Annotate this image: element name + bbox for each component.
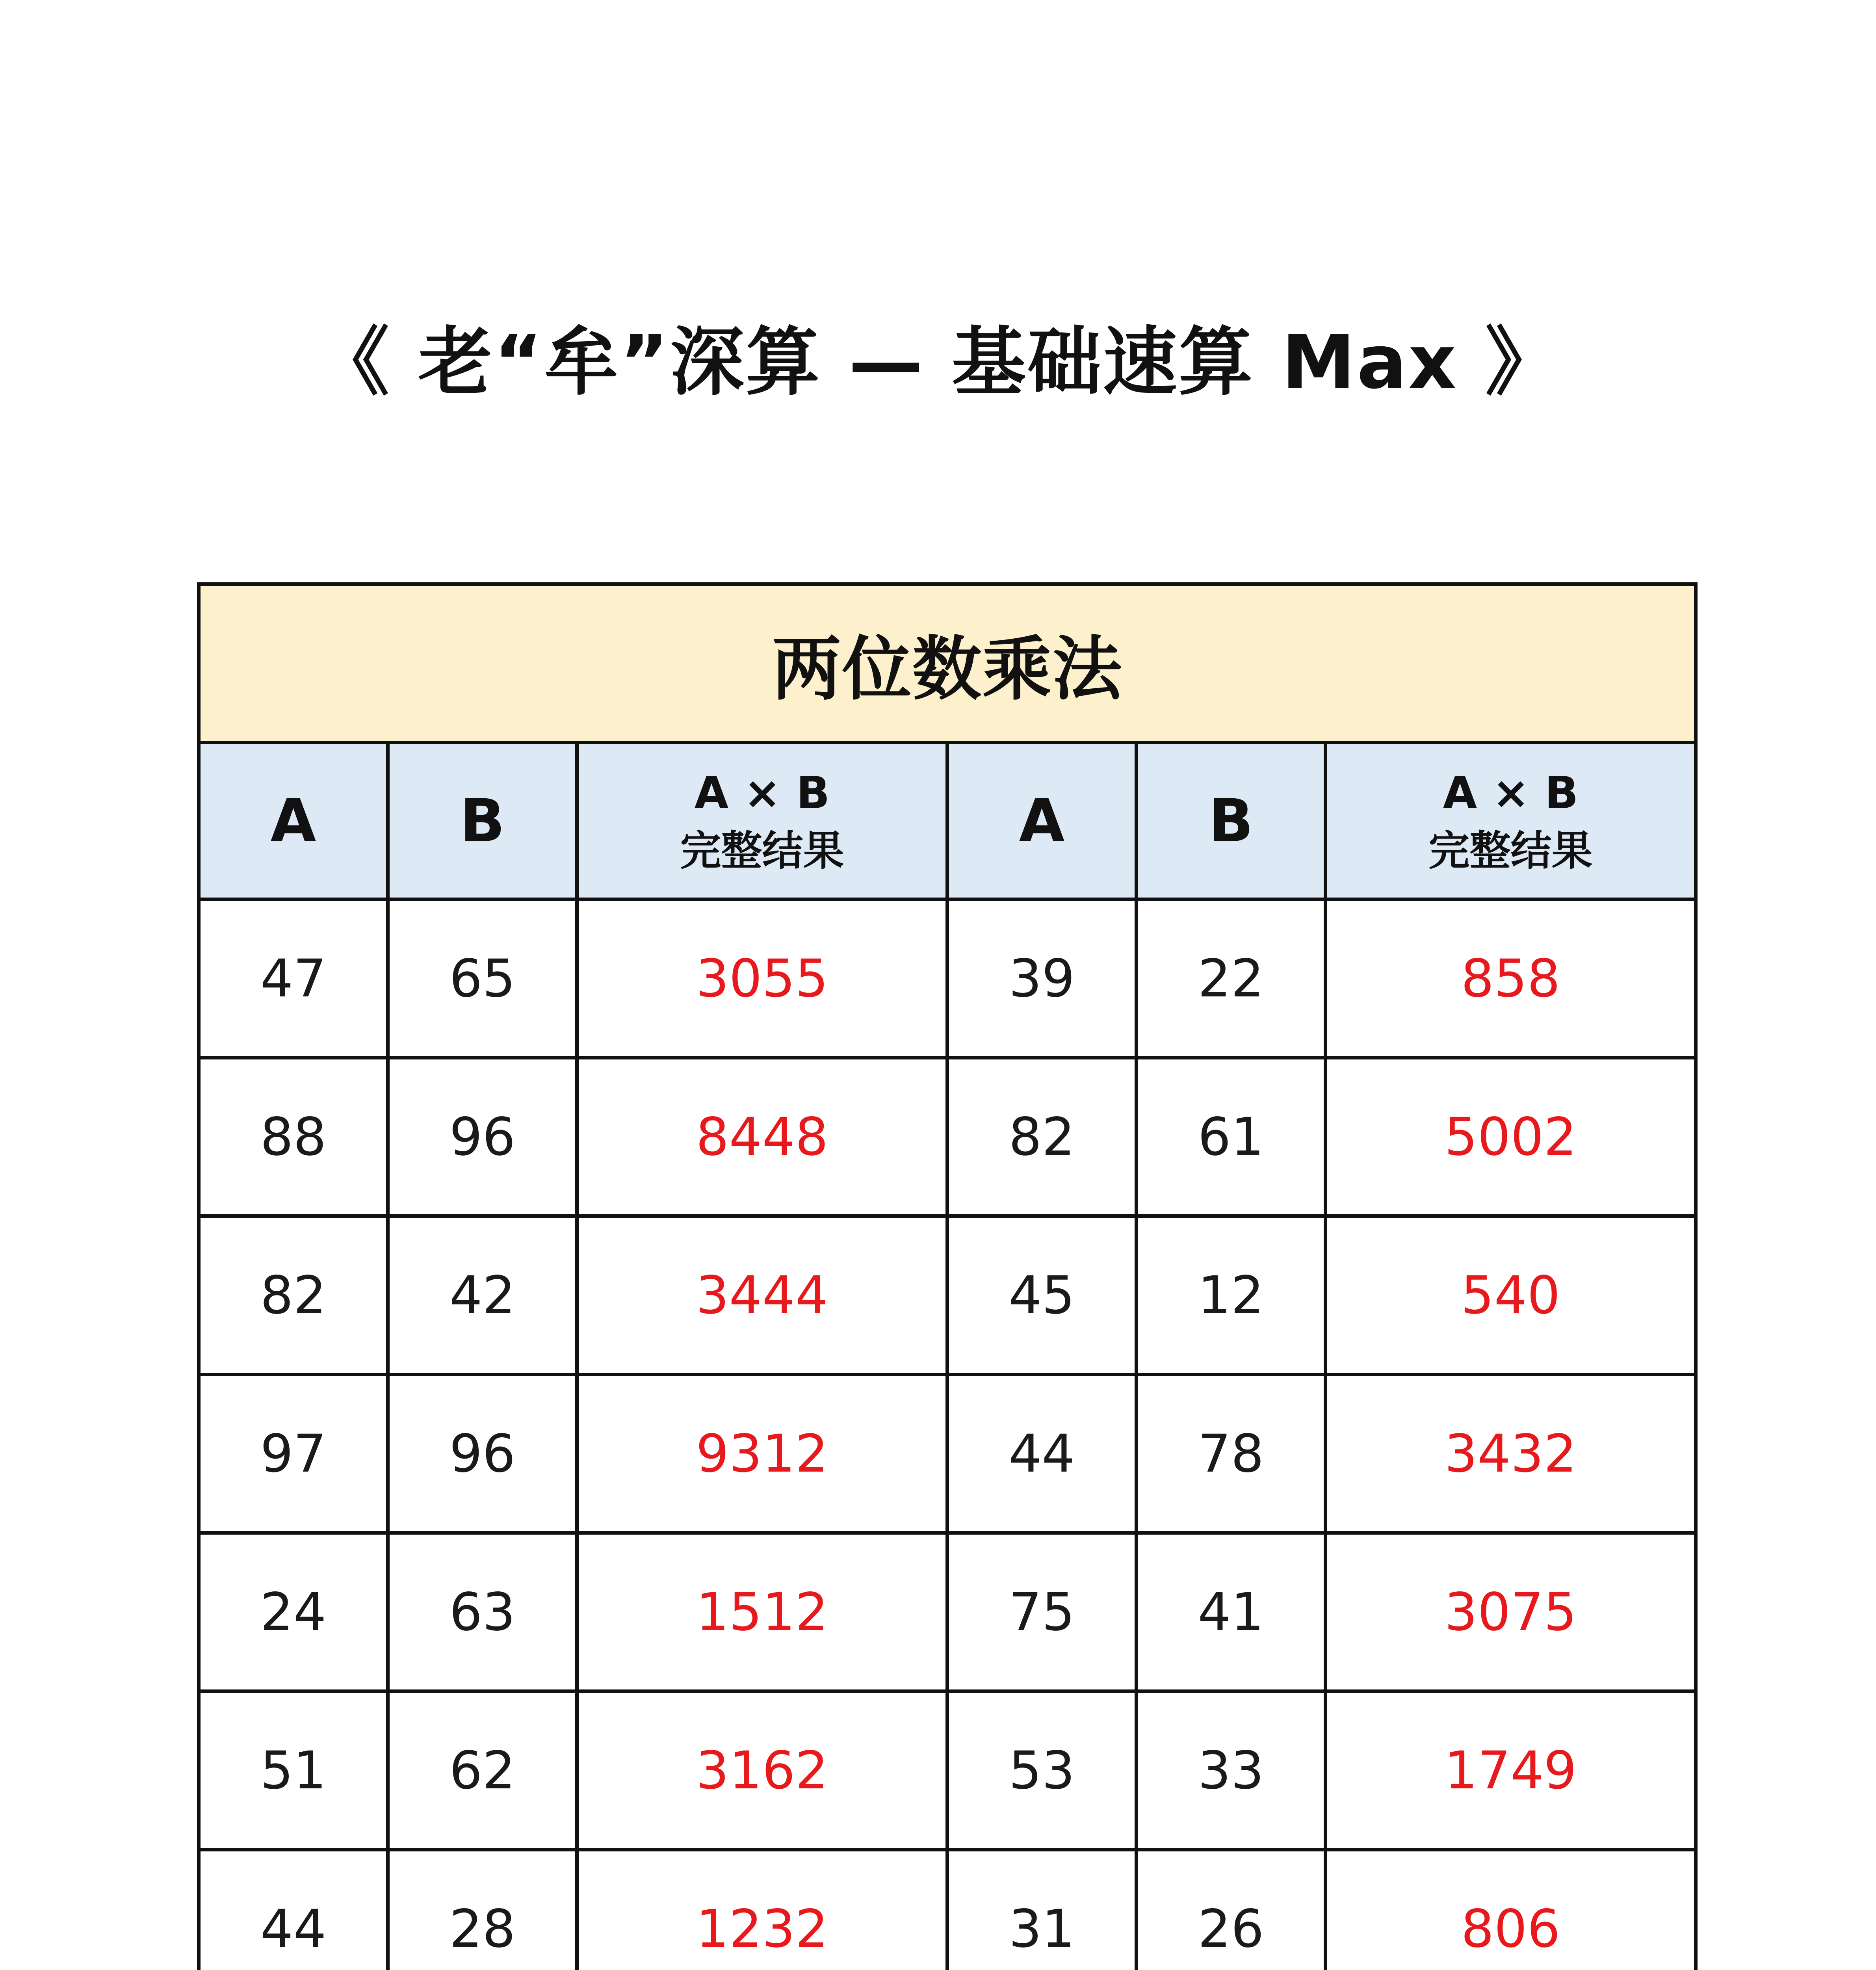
operand-a: 82 <box>199 1216 388 1375</box>
product-answer: 1512 <box>577 1533 947 1691</box>
operand-b: 96 <box>388 1058 577 1216</box>
table-row <box>199 1850 1696 1970</box>
product-answer: 3162 <box>577 1691 947 1850</box>
operand-b: 63 <box>388 1533 577 1691</box>
table-row <box>199 1058 1696 1216</box>
column-header-product-right <box>1326 743 1696 900</box>
operand-b: 33 <box>1137 1691 1326 1850</box>
operand-a: 75 <box>947 1533 1137 1691</box>
operand-a: 88 <box>199 1058 388 1216</box>
operand-a: 47 <box>199 900 388 1058</box>
operand-b: 65 <box>388 900 577 1058</box>
multiplication-table <box>197 582 1698 1970</box>
product-answer: 858 <box>1326 900 1696 1058</box>
product-answer: 3444 <box>577 1216 947 1375</box>
product-answer: 8448 <box>577 1058 947 1216</box>
column-header-row <box>199 743 1696 900</box>
column-header-product-expr: A × B <box>1443 767 1579 819</box>
operand-a: 53 <box>947 1691 1137 1850</box>
operand-b: 26 <box>1137 1850 1326 1970</box>
product-answer: 3432 <box>1326 1375 1696 1533</box>
product-answer: 1232 <box>577 1850 947 1970</box>
operand-a: 82 <box>947 1058 1137 1216</box>
table-row <box>199 900 1696 1058</box>
column-header-b-left: B <box>388 743 577 900</box>
product-answer: 5002 <box>1326 1058 1696 1216</box>
table-row <box>199 1533 1696 1691</box>
product-answer: 806 <box>1326 1850 1696 1970</box>
column-header-product-left <box>577 743 947 900</box>
product-answer: 540 <box>1326 1216 1696 1375</box>
table-row <box>199 1216 1696 1375</box>
page-title: 《 老“牟”深算 — 基础速算 Max 》 <box>315 319 1561 405</box>
table-title-row <box>199 584 1696 743</box>
column-header-a-right: A <box>947 743 1137 900</box>
operand-a: 24 <box>199 1533 388 1691</box>
product-answer: 1749 <box>1326 1691 1696 1850</box>
product-answer: 3075 <box>1326 1533 1696 1691</box>
operand-b: 96 <box>388 1375 577 1533</box>
operand-a: 39 <box>947 900 1137 1058</box>
operand-b: 12 <box>1137 1216 1326 1375</box>
operand-a: 97 <box>199 1375 388 1533</box>
column-header-product-label: 完整结果 <box>680 826 844 875</box>
operand-a: 31 <box>947 1850 1137 1970</box>
operand-b: 78 <box>1137 1375 1326 1533</box>
table-title: 两位数乘法 <box>199 584 1696 743</box>
column-header-a-left: A <box>199 743 388 900</box>
operand-a: 44 <box>947 1375 1137 1533</box>
operand-b: 42 <box>388 1216 577 1375</box>
operand-b: 22 <box>1137 900 1326 1058</box>
operand-a: 51 <box>199 1691 388 1850</box>
table-row <box>199 1375 1696 1533</box>
column-header-product-expr: A × B <box>694 767 830 819</box>
column-header-product-label: 完整结果 <box>1428 826 1593 875</box>
operand-a: 44 <box>199 1850 388 1970</box>
operand-b: 28 <box>388 1850 577 1970</box>
operand-b: 61 <box>1137 1058 1326 1216</box>
operand-b: 62 <box>388 1691 577 1850</box>
product-answer: 3055 <box>577 900 947 1058</box>
operand-b: 41 <box>1137 1533 1326 1691</box>
product-answer: 9312 <box>577 1375 947 1533</box>
column-header-b-right: B <box>1137 743 1326 900</box>
table-row <box>199 1691 1696 1850</box>
operand-a: 45 <box>947 1216 1137 1375</box>
